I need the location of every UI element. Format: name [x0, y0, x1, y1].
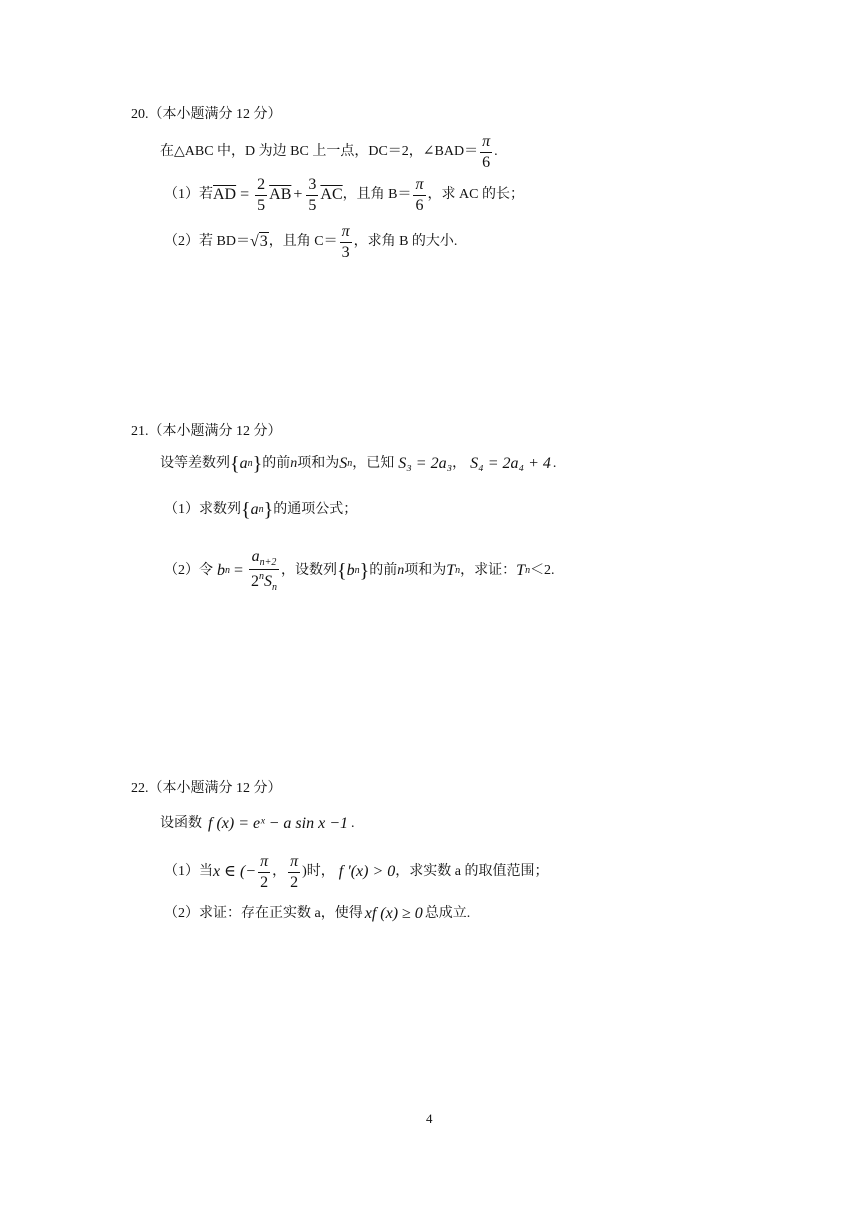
comma: ，	[272, 864, 287, 880]
fraction-numerator: π	[482, 133, 491, 150]
q20-part2-lead: （2）若 BD＝	[164, 234, 250, 250]
interval-close: )时，	[302, 864, 335, 880]
fraction-denominator: 2	[260, 873, 269, 891]
q20-part2-mid: ，且角 C＝	[268, 234, 338, 250]
bn-fraction	[249, 548, 279, 593]
fraction-pi-over-2	[258, 853, 270, 891]
page-number-text: 4	[426, 1111, 433, 1126]
q22-part2-lead: （2）求证：存在正实数 a，使得	[164, 906, 363, 921]
q20-part2-tail: ，求角 B 的大小.	[353, 234, 458, 250]
q22-part1	[164, 853, 549, 891]
fraction-bar	[413, 195, 425, 196]
q22-header	[131, 782, 282, 796]
fraction-denominator: 6	[482, 153, 491, 171]
fraction-bar	[306, 195, 318, 196]
subscript-n: n	[525, 564, 531, 576]
q21-part2-mid3: 项和为	[404, 562, 447, 578]
interval-open: x ∈ (−	[213, 863, 257, 881]
fraction-bar	[288, 872, 300, 873]
subscript-n-plus-2: n+2	[259, 557, 277, 568]
q22-stem-lead: 设函数	[160, 816, 202, 831]
q21-header	[131, 425, 282, 439]
q22-part1-lead: （1）当	[164, 864, 213, 880]
left-brace: {	[337, 559, 347, 582]
q21-part2-mid2: 的前	[369, 562, 398, 578]
right-brace: }	[359, 559, 370, 582]
denominator-base: 2	[251, 573, 260, 590]
fraction-bar	[255, 195, 267, 196]
q20-part1-lead: （1）若	[164, 187, 213, 203]
denominator-s: S	[264, 573, 273, 590]
sum-t: T	[446, 561, 456, 579]
period: .	[552, 456, 557, 471]
fraction-denominator: 2	[290, 873, 299, 891]
vector-ac: $\overline{AC}$	[320, 186, 343, 204]
superscript-n: n	[259, 571, 265, 582]
fraction-numerator: π	[290, 853, 299, 870]
sum-t: T	[516, 561, 526, 579]
variable-n: n	[290, 456, 298, 471]
q21-header-text: 21.（本小题满分 12 分）	[131, 424, 282, 439]
sequence-a: a	[239, 455, 248, 472]
q20-header	[131, 108, 282, 122]
fraction-denominator: 3	[341, 243, 350, 261]
equals-sign: =	[240, 186, 250, 204]
fraction-pi-over-2	[288, 853, 300, 891]
fraction-denominator: 6	[415, 196, 424, 214]
q21-part2	[164, 548, 555, 593]
sum-s: S	[339, 455, 348, 472]
fraction-denominator: 5	[257, 196, 266, 214]
q20-part1-tail: ，求 AC 的长；	[427, 187, 524, 203]
sequence-b: b	[346, 561, 355, 579]
fraction-bar	[340, 242, 352, 243]
equation-s3: S₃ = 2a₃	[398, 455, 453, 472]
q21-part2-tail: ，求证：	[460, 562, 517, 578]
fraction-numerator: 3	[308, 176, 317, 193]
fraction-denominator: 5	[308, 196, 317, 214]
q21-stem-b: 的前	[262, 456, 291, 471]
q20-part1-mid: ，且角 B＝	[342, 187, 412, 203]
variable-n: n	[397, 562, 405, 578]
q22-part2-tail: 总成立.	[424, 906, 471, 921]
derivative-condition: f ′(x) > 0	[338, 863, 396, 881]
sqrt-radicand: 3	[259, 233, 268, 251]
sequence-b: b	[217, 561, 225, 579]
plus-sign: +	[293, 186, 303, 204]
q20-part2-angle-fraction	[340, 223, 352, 261]
right-brace: }	[263, 499, 274, 521]
left-brace: {	[241, 499, 251, 521]
vector-ab: $\overline{AB}$	[269, 186, 292, 204]
q21-part1-lead: （1）求数列	[164, 502, 241, 517]
q20-part1-angle-fraction	[413, 176, 425, 214]
fraction-numerator: 2	[257, 176, 266, 193]
fraction-numerator: π	[415, 176, 424, 193]
page-number	[426, 1112, 433, 1125]
fraction-three-fifths	[306, 176, 318, 214]
q22-part1-tail: ，求实数 a 的取值范围；	[395, 864, 549, 880]
q21-part2-mid: ，设数列	[281, 562, 338, 578]
fraction-numerator	[250, 548, 279, 568]
q21-part1	[164, 500, 357, 520]
vector-ad: $\overline{AD}$	[213, 186, 237, 204]
subscript-n: n	[354, 564, 360, 576]
q22-header-text: 22.（本小题满分 12 分）	[131, 781, 282, 796]
q20-stem-text: 在△ABC 中，D 为边 BC 上一点，DC＝2，∠BAD＝	[160, 144, 479, 160]
q22-stem	[160, 816, 354, 832]
numerator-a: a	[251, 548, 260, 565]
subscript-n: n	[247, 458, 253, 469]
q20-header-text: 20.（本小题满分 12 分）	[131, 107, 282, 122]
subscript-n: n	[272, 582, 278, 593]
subscript-n: n	[347, 458, 353, 469]
subscript-n: n	[258, 504, 264, 515]
q21-stem-c: 项和为	[297, 456, 340, 471]
fraction-two-fifths	[255, 176, 267, 214]
q21-part2-lead: （2）令	[164, 562, 213, 578]
equals-sign: =	[234, 561, 244, 579]
fraction-bar	[249, 569, 279, 570]
q21-stem-d: ，已知	[352, 456, 395, 471]
function-definition: f (x) = eˣ − a sin x −1	[208, 815, 348, 832]
fraction-numerator: π	[341, 223, 350, 240]
subscript-n: n	[455, 564, 461, 576]
q20-angle-fraction	[480, 133, 492, 171]
q22-part2	[164, 906, 470, 922]
period: .	[350, 816, 355, 831]
fraction-numerator: π	[260, 853, 269, 870]
q21-part2-end: ＜2.	[530, 562, 555, 578]
comma: ，	[452, 456, 467, 471]
fraction-bar	[480, 152, 492, 153]
inequality: xf (x) ≥ 0	[364, 905, 423, 922]
equation-s4: S₄ = 2a₄ + 4	[470, 455, 551, 472]
q21-stem	[160, 454, 556, 474]
fraction-bar	[258, 872, 270, 873]
sequence-a: a	[250, 501, 259, 518]
q20-part1	[164, 176, 524, 214]
q20-stem	[160, 133, 498, 171]
q21-stem-lead: 设等差数列	[160, 456, 230, 471]
fraction-denominator	[249, 571, 279, 593]
right-brace: }	[252, 453, 263, 475]
q21-part1-tail: 的通项公式；	[273, 502, 358, 517]
period: .	[494, 144, 498, 160]
left-brace: {	[230, 453, 240, 475]
q20-part2	[164, 223, 457, 261]
subscript-n: n	[225, 564, 230, 576]
sqrt-three: √3	[249, 233, 268, 251]
